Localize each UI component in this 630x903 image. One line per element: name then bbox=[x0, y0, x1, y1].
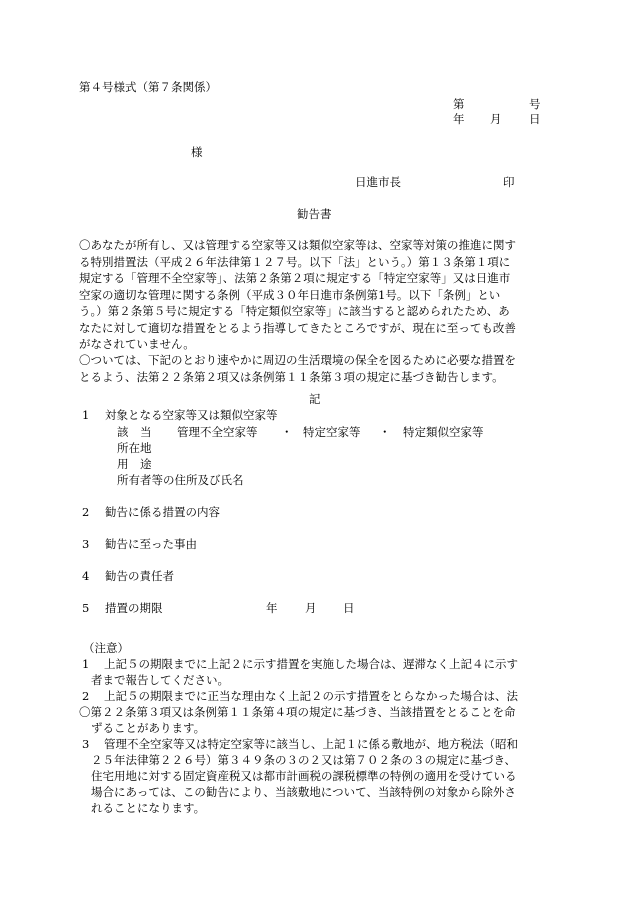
item3-number: 3 bbox=[82, 537, 90, 551]
body-line: がなされていません。 bbox=[79, 337, 195, 351]
body-line: う。）第２条第５号に規定する「特定類似空家等」に該当すると認められたため、あ bbox=[79, 304, 510, 318]
note3-number: 3 bbox=[82, 737, 90, 751]
issuer-seal: 印 bbox=[503, 175, 515, 189]
item1-number: 1 bbox=[82, 408, 90, 422]
note2-line: 〇第２２条第３項又は条例第１１条第４項の規定に基づき、当該措置をとることを命 bbox=[79, 705, 516, 719]
note3-line: 住宅用地に対する固定資産税又は都市計画税の課税標準の特例の適用を受けている bbox=[91, 769, 517, 783]
item4-number: 4 bbox=[82, 569, 90, 583]
body-line: なたに対して適切な措置をとるよう指導してきたところですが、現在に至っても改善 bbox=[79, 320, 516, 335]
item1-owner: 所有者等の住所及び氏名 bbox=[117, 473, 244, 487]
note3-line: 場合にあっては、この勧告により、当該敷地について、当該特例の対象から除外さ bbox=[91, 785, 516, 799]
document-title: 勧告書 bbox=[297, 207, 332, 221]
body-line: る特別措置法（平成２６年法律第１２７号。以下「法」という。）第１３条第１項に bbox=[79, 254, 511, 269]
item1-option-tokutei: 特定空家等 bbox=[303, 425, 361, 439]
note2-line: ずることがあります。 bbox=[91, 721, 206, 735]
addressee-suffix: 様 bbox=[191, 145, 203, 159]
body-paragraph-2 bbox=[79, 352, 559, 385]
date-month: 月 bbox=[490, 112, 502, 126]
item2-number: 2 bbox=[82, 505, 90, 519]
item5-label: 措置の期限 bbox=[105, 601, 163, 615]
item1-option-kanri-fuzen: 管理不全空家等 bbox=[177, 425, 258, 439]
item3-label: 勧告に至った事由 bbox=[105, 537, 197, 551]
body-line: 〇ついては、下記のとおり速やかに周辺の生活環境の保全を図るために必要な措置を bbox=[79, 353, 516, 367]
body-paragraph-1 bbox=[79, 237, 559, 353]
ki-heading: 記 bbox=[309, 392, 321, 406]
body-line: とるよう、法第２２条第２項又は条例第１１条第３項の規定に基づき勧告します。 bbox=[79, 369, 504, 384]
notes-header: （注意） bbox=[83, 641, 129, 655]
body-line: 空家の適切な管理に関する条例（平成３０年日進市条例第1号。以下「条例」とい bbox=[79, 287, 501, 302]
note2-line: 上記５の期限までに正当な理由なく上記２の示す措置をとらなかった場合は、法 bbox=[104, 689, 518, 703]
date-day: 日 bbox=[529, 112, 541, 126]
item4-label: 勧告の責任者 bbox=[105, 569, 174, 583]
item1-applicable-label: 該 当 bbox=[117, 425, 152, 439]
ref-number-dai: 第 bbox=[453, 97, 465, 111]
item2-label: 勧告に係る措置の内容 bbox=[105, 505, 220, 519]
item1-use: 用 途 bbox=[117, 457, 152, 471]
issuer-name: 日進市長 bbox=[355, 175, 401, 189]
item1-option-tokutei-ruiji: 特定類似空家等 bbox=[403, 425, 484, 439]
body-line: 規定する「管理不全空家等」、法第２条第２項に規定する「特定空家等」又は日進市 bbox=[79, 271, 511, 285]
item1-label: 対象となる空家等又は類似空家等 bbox=[105, 408, 278, 422]
item1-location: 所在地 bbox=[117, 441, 152, 455]
form-number: 第４号様式（第７条関係） bbox=[79, 80, 217, 94]
item5-number: 5 bbox=[82, 601, 90, 615]
date-year: 年 bbox=[453, 112, 465, 126]
item5-day: 日 bbox=[343, 601, 355, 615]
ref-number-go: 号 bbox=[529, 97, 541, 111]
note1-number: 1 bbox=[82, 657, 90, 671]
note3-line: 管理不全空家等又は特定空家等に該当し、上記１に係る敷地が、地方税法（昭和 bbox=[104, 737, 518, 751]
item5-year: 年 bbox=[266, 601, 278, 615]
note2-number: 2 bbox=[82, 689, 90, 703]
note3-line: ２５年法律第２２６号）第３４９条の３の２又は第７０２条の３の規定に基づき、 bbox=[91, 753, 517, 767]
item1-separator: ・ bbox=[281, 425, 293, 439]
item5-month: 月 bbox=[305, 601, 317, 615]
note1-line: 上記５の期限までに上記２に示す措置を実施した場合は、遅滞なく上記４に示す bbox=[104, 657, 518, 671]
item1-separator: ・ bbox=[379, 425, 391, 439]
body-line: 〇あなたが所有し、又は管理する空家等又は類似空家等は、空家等対策の推進に関す bbox=[79, 238, 516, 252]
note1-line: 者まで報告してください。 bbox=[91, 673, 229, 687]
note3-line: れることになります。 bbox=[91, 801, 206, 815]
